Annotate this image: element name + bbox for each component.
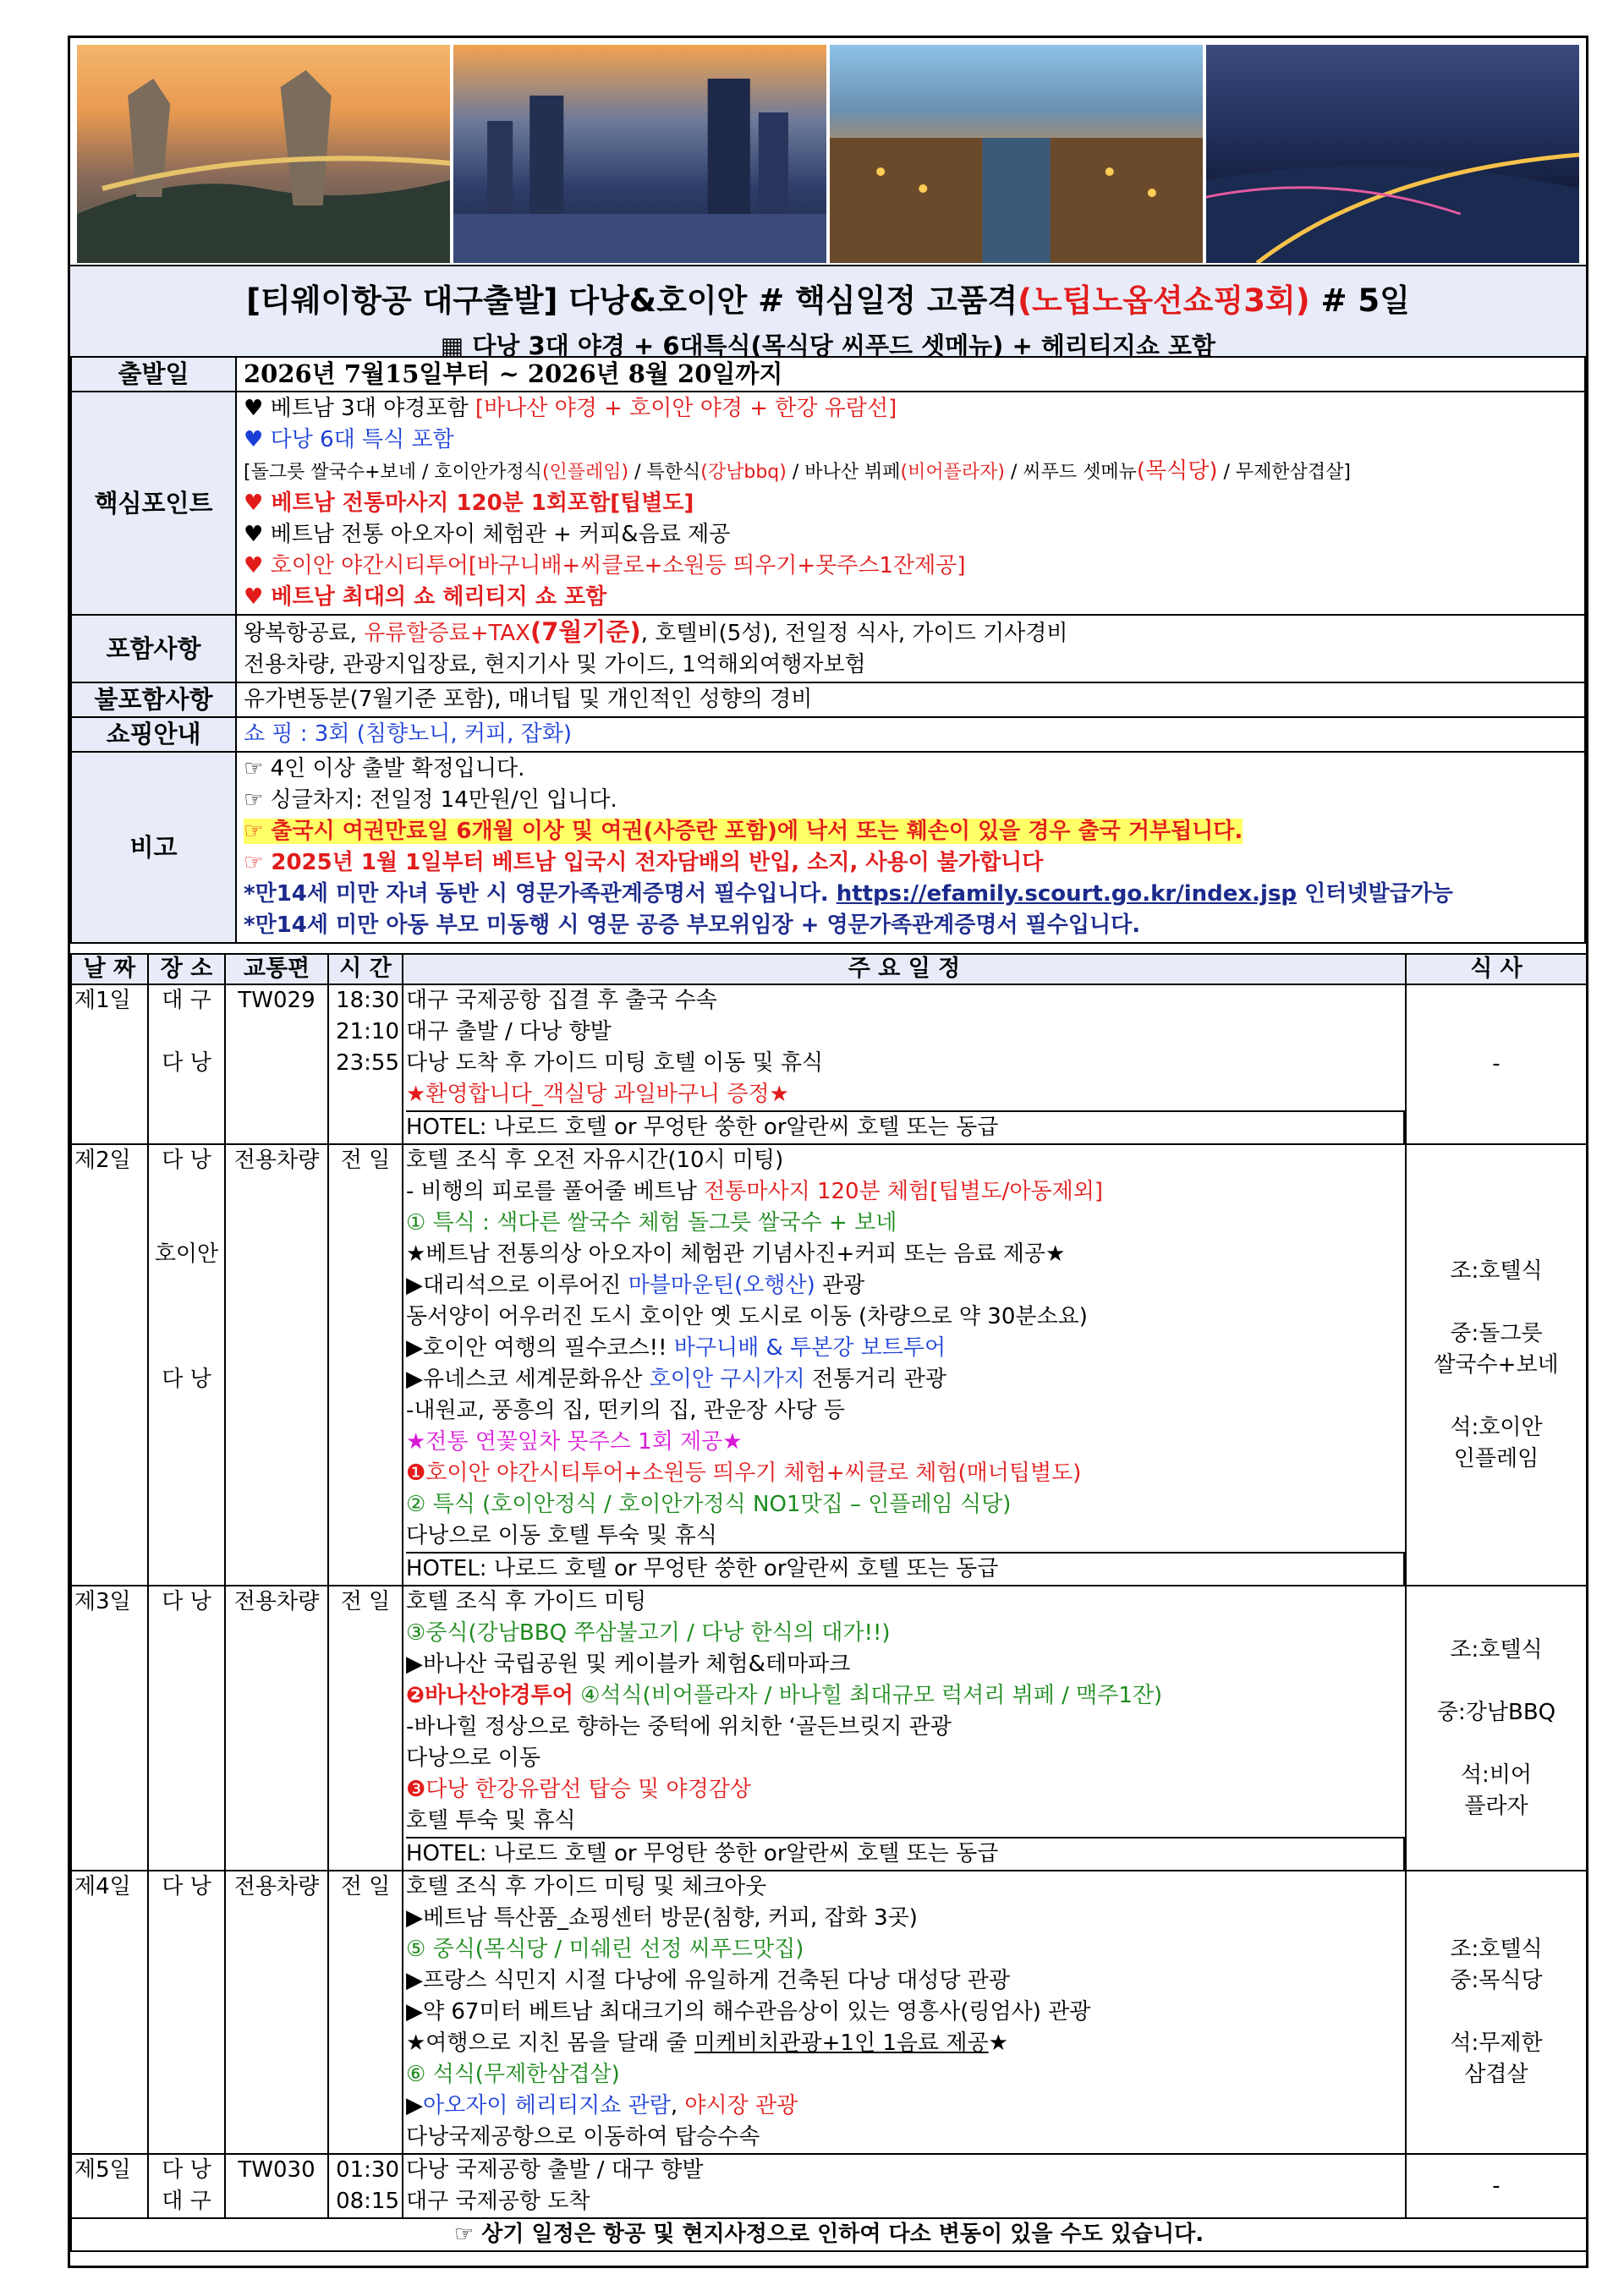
notes-row (71, 752, 1585, 943)
hoian-river-photo (830, 45, 1203, 263)
schedule-header (71, 954, 1587, 984)
day2-transport: 전용차량 (225, 1144, 328, 1586)
info-table (70, 356, 1586, 944)
header-schedule: 주 요 일 정 (403, 954, 1406, 984)
day3-transport: 전용차량 (225, 1586, 328, 1871)
day3-time: 전 일 (328, 1586, 403, 1871)
day3-place: 다 낭 (148, 1586, 225, 1871)
header-meal: 식 사 (1406, 954, 1587, 984)
departure-row (71, 357, 1585, 392)
core-points: ♥ 베트남 3대 야경포함 [바나산 야경 + 호이안 야경 + 한강 유람선] ♥ 다낭 6대 특식 포함 [돌그릇 쌀국수+보네 / 호이안가정식(인플레임) / 특한식(강남bbq) / 바나산 뷔페(비어플라자) / 씨푸드 셋메뉴(목식당) / 무제한삼겹살] ♥ 베트남 전통마사지 120분 1회포함[팁별도] ♥ 베트남 전통 아오자이 체험관 + 커피&음료 제공 ♥ 호이안 야간시티투어[바구니배+씨클로+소원등 띄우기+못주스1잔제공] ♥ 베트남 최대의 쇼 헤리티지 쇼 포함 (236, 392, 1585, 615)
day1-transport: TW029 (225, 984, 328, 1144)
han-river-night-photo (1206, 45, 1579, 263)
header-place: 장 소 (148, 954, 225, 984)
danang-city-photo (453, 45, 826, 263)
day3-schedule: 호텔 조식 후 가이드 미팅 ③중식(강남BBQ 쭈삼불고기 / 다낭 한식의 대가!!) ▶바나산 국립공원 및 케이블카 체험&테마파크 ❷바나산야경투어 ④석식(비어플라자 / 바나힐 최대규모 럭셔리 뷔페 / 맥주1잔) -바나힐 정상으로 향하는 중턱에 위치한 ‘골든브릿지 관광 다낭으로 이동 ❸다낭 한강유람선 탑승 및 야경감상 호텔 투숙 및 휴식 HOTEL: 나로드 호텔 or 무엉탄 쑹한 or알란씨 호텔 또는 동급 (403, 1586, 1406, 1871)
day4-time: 전 일 (328, 1871, 403, 2154)
day3-label: 제3일 (71, 1586, 148, 1871)
day2-hotel: HOTEL: 나로드 호텔 or 무엉탄 쑹한 or알란씨 호텔 또는 동급 (406, 1552, 1405, 1585)
day4-label: 제4일 (71, 1871, 148, 2154)
exclude-label: 불포함사항 (71, 682, 236, 717)
day4-schedule: 호텔 조식 후 가이드 미팅 및 체크아웃 ▶베트남 특산품_쇼핑센터 방문(침향, 커피, 잡화 3곳) ⑤ 중식(목식당 / 미쉐린 선정 씨푸드맛집) ▶프랑스 식민지 시절 다낭에 유일하게 건축된 다낭 대성당 관광 ▶약 67미터 베트남 최대크기의 해수관음상이 있는 영흥사(링엄사) 관광 ★여행으로 지친 몸을 달래 줄 미케비치관광+1인 1음료 제공★ ⑥ 석식(무제한삼겹살) ▶아오자이 헤리티지쇼 관람, 야시장 관광 다낭국제공항으로 이동하여 탑승수속 (403, 1871, 1406, 2154)
day1-meal: - (1406, 984, 1587, 1144)
day2-meal: 조:호텔식 중:돌그릇 쌀국수+보네 석:호이안 인플레임 (1406, 1144, 1587, 1586)
departure-value: 2026년 7월15일부터 ~ 2026년 8월 20일까지 (244, 359, 783, 388)
efamily-link[interactable]: https://efamily.scourt.go.kr/index.jsp (836, 881, 1298, 907)
notes-label: 비고 (71, 752, 236, 943)
day5-meal: - (1406, 2154, 1587, 2218)
day5-time: 01:30 08:15 (328, 2154, 403, 2218)
header-transport: 교통편 (225, 954, 328, 984)
day1-hotel: HOTEL: 나로드 호텔 or 무엉탄 쑹한 or알란씨 호텔 또는 동급 (406, 1110, 1405, 1143)
day4-place: 다 낭 (148, 1871, 225, 2154)
day2-row (71, 1144, 1587, 1586)
shopping-row (71, 717, 1585, 752)
day5-place: 다 낭 대 구 (148, 2154, 225, 2218)
notes: ☞ 4인 이상 출발 확정입니다. ☞ 싱글차지: 전일정 14만원/인 입니다. ☞ 출국시 여권만료일 6개월 이상 및 여권(사증란 포함)에 낙서 또는 훼손이 있을 경우 출국 거부됩니다. ☞ 2025년 1월 1일부터 베트남 입국시 전자담배의 반입, 소지, 사용이 불가합니다 *만14세 미만 자녀 동반 시 영문가족관계증명서 필수입니다. https://efamily.scourt.go.kr/index.jsp 인터넷발급가능 *만14세 미만 아동 부모 미동행 시 영문 공증 부모위임장 + 영문가족관계증명서 필수입니다. (236, 752, 1585, 943)
title-block (70, 265, 1586, 358)
tour-title: [티웨이항공 대구출발] 다낭&호이안 # 핵심일정 고품격(노팁노옵션쇼핑3회) # 5일 (246, 282, 1410, 319)
include-label: 포함사항 (71, 615, 236, 682)
day1-row (71, 984, 1587, 1144)
itinerary-sheet (68, 36, 1588, 2268)
shopping-label: 쇼핑안내 (71, 717, 236, 752)
day2-schedule: 호텔 조식 후 오전 자유시간(10시 미팅) - 비행의 피로를 풀어줄 베트남 전통마사지 120분 체험[팁별도/아동제외] ① 특식 : 색다른 쌀국수 체험 돌그릇 쌀국수 + 보네 ★베트남 전통의상 아오자이 체험관 기념사진+커피 또는 음료 제공★ ▶대리석으로 이루어진 마블마운틴(오행산) 관광 동서양이 어우러진 도시 호이안 옛 도시로 이동 (차량으로 약 30분소요) ▶호이안 여행의 필수코스!! 바구니배 & 투본강 보트투어 ▶유네스코 세계문화유산 호이안 구시가지 전통거리 관광 -내원교, 풍흥의 집, 떤키의 집, 관운장 사당 등 ★전통 연꽃잎차 못주스 1회 제공★ ❶호이안 야간시티투어+소원등 띄우기 체험+씨클로 체험(매너팁별도) ② 특식 (호이안정식 / 호이안가정식 NO1맛집 – 인플레임 식당) 다낭으로 이동 호텔 투숙 및 휴식 HOTEL: 나로드 호텔 or 무엉탄 쑹한 or알란씨 호텔 또는 동급 (403, 1144, 1406, 1586)
shopping-value: 쇼 핑 : 3회 (침향노니, 커피, 잡화) (236, 717, 1585, 752)
core-points-row (71, 392, 1585, 615)
include-row (71, 615, 1585, 682)
day3-meal: 조:호텔식 중:강남BBQ 석:비어 플라자 (1406, 1586, 1587, 1871)
header-time: 시 간 (328, 954, 403, 984)
footnote-row (71, 2218, 1587, 2251)
day5-row (71, 2154, 1587, 2218)
departure-label: 출발일 (71, 357, 236, 392)
day3-row (71, 1586, 1587, 1871)
day2-label: 제2일 (71, 1144, 148, 1586)
day1-place: 대 구 다 낭 (148, 984, 225, 1144)
day1-label: 제1일 (71, 984, 148, 1144)
day1-time: 18:30 21:10 23:55 (328, 984, 403, 1144)
day5-schedule: 다낭 국제공항 출발 / 대구 향발 대구 국제공항 도착 (403, 2154, 1406, 2218)
tour-subtitle: ▦ 다낭 3대 야경 + 6대특식(목식당 씨푸드 셋메뉴) + 헤리티지쇼 포함 (440, 332, 1216, 360)
day2-time: 전 일 (328, 1144, 403, 1586)
core-points-label: 핵심포인트 (71, 392, 236, 615)
header-date: 날 짜 (71, 954, 148, 984)
day5-transport: TW030 (225, 2154, 328, 2218)
day4-row (71, 1871, 1587, 2154)
day5-label: 제5일 (71, 2154, 148, 2218)
day1-schedule: 대구 국제공항 집결 후 출국 수속 대구 출발 / 다낭 향발 다낭 도착 후 가이드 미팅 호텔 이동 및 휴식 ★환영합니다_객실당 과일바구니 증정★ HOTEL: 나로드 호텔 or 무엉탄 쑹한 or알란씨 호텔 또는 동급 (403, 984, 1406, 1144)
golden-bridge-photo (77, 45, 450, 263)
include-value: 왕복항공료, 유류할증료+TAX(7월기준), 호텔비(5성), 전일정 식사, 가이드 기사경비 전용차량, 관광지입장료, 현지기사 및 가이드, 1억해외여행자보험 (236, 615, 1585, 682)
exclude-value: 유가변동분(7월기준 포함), 매너팁 및 개인적인 성향의 경비 (236, 682, 1585, 717)
day4-transport: 전용차량 (225, 1871, 328, 2154)
footnote: ☞ 상기 일정은 항공 및 현지사정으로 인하여 다소 변동이 있을 수도 있습니다. (71, 2218, 1587, 2251)
day3-hotel: HOTEL: 나로드 호텔 or 무엉탄 쑹한 or알란씨 호텔 또는 동급 (406, 1837, 1405, 1870)
photo-banner (77, 45, 1579, 263)
exclude-row (71, 682, 1585, 717)
schedule-table (70, 953, 1588, 2252)
day2-place: 다 낭 호이안 다 낭 (148, 1144, 225, 1586)
day4-meal: 조:호텔식 중:목식당 석:무제한 삼겹살 (1406, 1871, 1587, 2154)
